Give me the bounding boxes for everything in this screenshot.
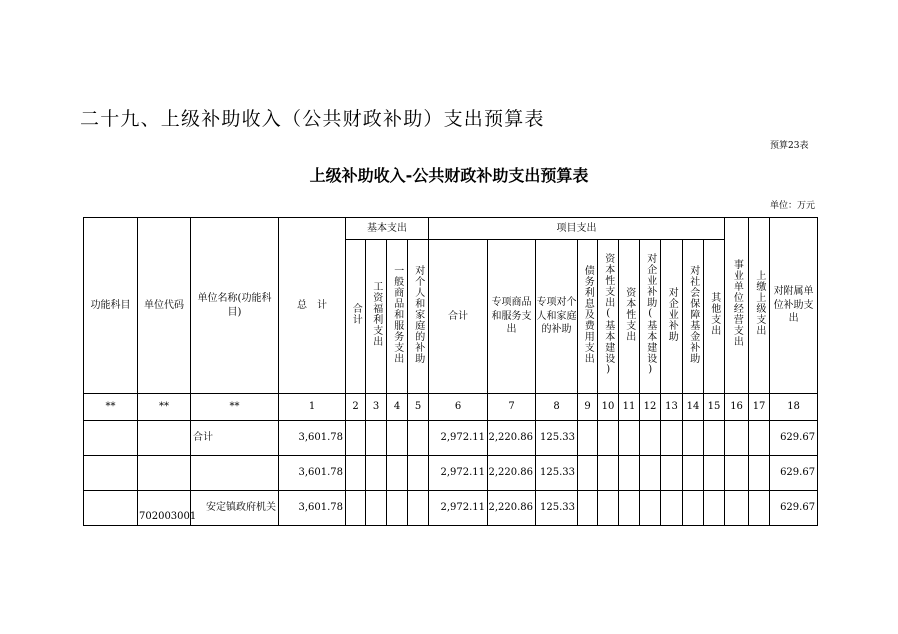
cell-empty bbox=[661, 491, 683, 526]
cell-special-goods: 2,220.86 bbox=[488, 491, 536, 526]
cell-empty bbox=[725, 456, 749, 491]
cell-empty bbox=[578, 421, 598, 456]
cell-empty bbox=[366, 421, 387, 456]
header-other bbox=[704, 240, 725, 394]
cell-empty bbox=[683, 421, 704, 456]
index-row bbox=[84, 394, 818, 421]
table-title: 上级补助收入-公共财政补助支出预算表 bbox=[309, 166, 589, 185]
table-row bbox=[84, 421, 818, 456]
cell-empty bbox=[725, 421, 749, 456]
index-cell: ** bbox=[191, 394, 279, 421]
cell-proj-total: 2,972.11 bbox=[429, 421, 488, 456]
cell-empty bbox=[387, 491, 408, 526]
index-cell: 5 bbox=[408, 394, 429, 421]
header-capital-basic bbox=[598, 240, 619, 394]
cell-empty bbox=[661, 421, 683, 456]
cell-code bbox=[138, 456, 191, 491]
cell-name bbox=[191, 456, 279, 491]
cell-empty bbox=[366, 456, 387, 491]
header-special-goods: 专项商品和服务支出 bbox=[488, 240, 536, 394]
header-business-op-text: 事业单位经营支出 bbox=[731, 259, 743, 348]
table-row bbox=[84, 456, 818, 491]
cell-empty bbox=[408, 421, 429, 456]
index-cell: 11 bbox=[619, 394, 640, 421]
unit-label: 单位：万元 bbox=[770, 201, 816, 211]
cell-code: 702003001 bbox=[138, 491, 191, 526]
cell-empty bbox=[640, 421, 661, 456]
cell-special-goods: 2,220.86 bbox=[488, 421, 536, 456]
header-remit-upper-text: 上缴上级支出 bbox=[753, 270, 765, 337]
header-unit-name: 单位名称(功能科目) bbox=[191, 218, 279, 394]
cell-func bbox=[84, 456, 138, 491]
header-ent-subsidy-text: 对企业补助 bbox=[666, 286, 678, 342]
cell-empty bbox=[749, 456, 770, 491]
cell-empty bbox=[683, 491, 704, 526]
index-cell: 14 bbox=[683, 394, 704, 421]
cell-code bbox=[138, 421, 191, 456]
header-basic-total-text: 合计 bbox=[350, 303, 362, 326]
header-capital-basic-text: 资本性支出(基本建设) bbox=[602, 252, 614, 376]
cell-empty bbox=[619, 491, 640, 526]
index-cell: 2 bbox=[346, 394, 366, 421]
cell-total: 3,601.78 bbox=[279, 456, 346, 491]
header-general-goods-text: 一般商品和服务支出 bbox=[391, 264, 403, 364]
cell-empty bbox=[346, 421, 366, 456]
header-ent-subsidy-basic bbox=[640, 240, 661, 394]
header-project: 项目支出 bbox=[429, 218, 725, 240]
index-cell: 16 bbox=[725, 394, 749, 421]
index-cell: 18 bbox=[770, 394, 818, 421]
cell-empty bbox=[683, 456, 704, 491]
cell-special-personal: 125.33 bbox=[536, 421, 578, 456]
index-cell: 12 bbox=[640, 394, 661, 421]
header-ent-subsidy-basic-text: 对企业补助(基本建设) bbox=[644, 252, 656, 376]
header-capital bbox=[619, 240, 640, 394]
cell-empty bbox=[578, 456, 598, 491]
index-cell: 4 bbox=[387, 394, 408, 421]
header-remit-upper bbox=[749, 218, 770, 394]
table-row bbox=[84, 491, 818, 526]
header-ent-subsidy bbox=[661, 240, 683, 394]
header-func-subject: 功能科目 bbox=[84, 218, 138, 394]
cell-empty bbox=[387, 421, 408, 456]
header-subsidiary: 对附属单位补助支出 bbox=[770, 218, 818, 394]
cell-func bbox=[84, 491, 138, 526]
header-debt-interest bbox=[578, 240, 598, 394]
index-cell: 15 bbox=[704, 394, 725, 421]
index-cell: ** bbox=[84, 394, 138, 421]
index-cell: 13 bbox=[661, 394, 683, 421]
budget-table bbox=[83, 217, 818, 526]
cell-subsidiary: 629.67 bbox=[770, 491, 818, 526]
cell-special-personal: 125.33 bbox=[536, 456, 578, 491]
cell-empty bbox=[346, 456, 366, 491]
index-cell: ** bbox=[138, 394, 191, 421]
cell-empty bbox=[619, 456, 640, 491]
cell-subsidiary: 629.67 bbox=[770, 421, 818, 456]
cell-proj-total: 2,972.11 bbox=[429, 491, 488, 526]
cell-empty bbox=[704, 421, 725, 456]
cell-empty bbox=[704, 491, 725, 526]
header-salary bbox=[366, 240, 387, 394]
header-business-op bbox=[725, 218, 749, 394]
header-basic: 基本支出 bbox=[346, 218, 429, 240]
cell-empty bbox=[725, 491, 749, 526]
cell-empty bbox=[661, 456, 683, 491]
cell-empty bbox=[640, 491, 661, 526]
cell-total: 3,601.78 bbox=[279, 491, 346, 526]
table-number: 预算23表 bbox=[770, 141, 809, 151]
header-project-total: 合计 bbox=[429, 240, 488, 394]
header-personal bbox=[408, 240, 429, 394]
header-special-personal: 专项对个人和家庭的补助 bbox=[536, 240, 578, 394]
cell-total: 3,601.78 bbox=[279, 421, 346, 456]
cell-empty bbox=[598, 456, 619, 491]
header-other-text: 其他支出 bbox=[708, 292, 720, 337]
cell-empty bbox=[408, 491, 429, 526]
index-cell: 3 bbox=[366, 394, 387, 421]
cell-empty bbox=[366, 491, 387, 526]
cell-empty bbox=[640, 456, 661, 491]
header-general-goods bbox=[387, 240, 408, 394]
cell-empty bbox=[346, 491, 366, 526]
index-cell: 8 bbox=[536, 394, 578, 421]
header-debt-interest-text: 债务利息及费用支出 bbox=[582, 264, 594, 364]
index-cell: 10 bbox=[598, 394, 619, 421]
cell-name: 合计 bbox=[191, 421, 279, 456]
cell-special-personal: 125.33 bbox=[536, 491, 578, 526]
cell-empty bbox=[408, 456, 429, 491]
header-personal-text: 对个人和家庭的补助 bbox=[412, 264, 424, 364]
cell-proj-total: 2,972.11 bbox=[429, 456, 488, 491]
cell-subsidiary: 629.67 bbox=[770, 456, 818, 491]
cell-func bbox=[84, 421, 138, 456]
header-social-security bbox=[683, 240, 704, 394]
cell-empty bbox=[598, 421, 619, 456]
header-total: 总 计 bbox=[279, 218, 346, 394]
index-cell: 17 bbox=[749, 394, 770, 421]
header-unit-code: 单位代码 bbox=[138, 218, 191, 394]
header-salary-text: 工资福利支出 bbox=[370, 281, 382, 348]
index-cell: 9 bbox=[578, 394, 598, 421]
document-title: 二十九、上级补助收入（公共财政补助）支出预算表 bbox=[80, 108, 545, 130]
index-cell: 7 bbox=[488, 394, 536, 421]
index-cell: 6 bbox=[429, 394, 488, 421]
cell-name: 安定镇政府机关 bbox=[191, 491, 279, 526]
cell-empty bbox=[619, 421, 640, 456]
header-social-security-text: 对社会保障基金补助 bbox=[687, 264, 699, 364]
cell-empty bbox=[704, 456, 725, 491]
index-cell: 1 bbox=[279, 394, 346, 421]
cell-empty bbox=[749, 491, 770, 526]
cell-special-goods: 2,220.86 bbox=[488, 456, 536, 491]
cell-empty bbox=[578, 491, 598, 526]
header-capital-text: 资本性支出 bbox=[623, 286, 635, 342]
header-basic-total bbox=[346, 240, 366, 394]
cell-empty bbox=[749, 421, 770, 456]
cell-empty bbox=[598, 491, 619, 526]
cell-empty bbox=[387, 456, 408, 491]
